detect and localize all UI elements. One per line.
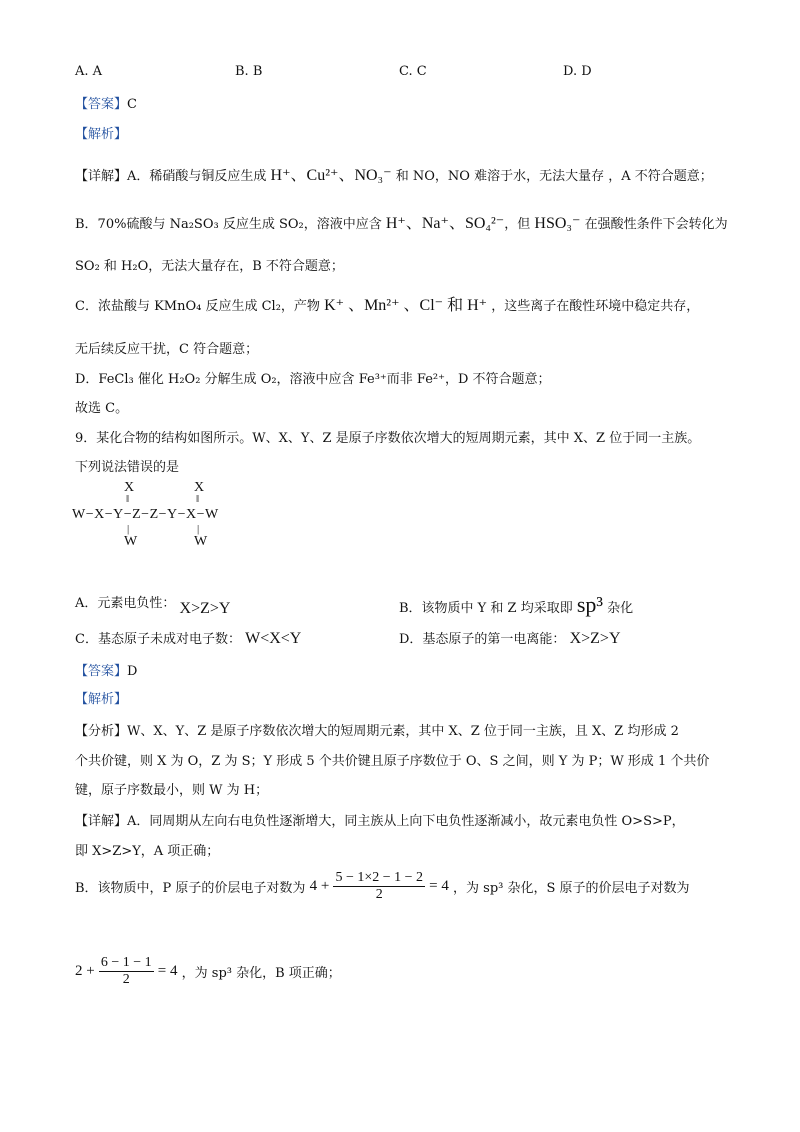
q9-fenxi-line3: 键，原子序数最小，则 W 为 H； (75, 783, 269, 798)
q8-option-b: B. B (235, 64, 263, 79)
q9-options-ab (75, 592, 735, 617)
structure-top-x-left: X (124, 480, 135, 495)
q8-detail-a (75, 162, 713, 185)
frac1-denominator: 2 (375, 887, 383, 902)
frac2-result: = 4 (157, 963, 178, 979)
q8-option-d: D. D (563, 64, 592, 79)
frac1-result: = 4 (429, 878, 449, 894)
frac1 (333, 870, 425, 903)
detail-a-pre: 【详解】A．稀硝酸与铜反应生成 (75, 169, 267, 184)
q9-option-a-value: X>Z>Y (179, 600, 231, 617)
structure-top-x-right: X (194, 480, 205, 495)
q9-option-b-label: B．该物质中 Y 和 Z 均采取即 (399, 601, 573, 616)
double-bond-right: ‖ (196, 493, 200, 505)
detail-a-post: 和 NO，NO 难溶于水，无法大量存 ，A 不符合题意； (395, 169, 713, 184)
q9-option-d-value: X>Z>Y (569, 630, 621, 647)
answer-value: C (127, 97, 137, 112)
detail-b-mid: ，但 (504, 217, 531, 232)
q9-analysis-label: 【解析】 (75, 692, 128, 707)
detail-b-ions: H⁺、Na⁺、SO₄²⁻ (385, 215, 505, 232)
q9-option-a-label: A．元素电负性： (75, 596, 176, 611)
q9-stem-line2: 下列说法错误的是 (75, 460, 180, 475)
q8-detail-b-line2: SO₂ 和 H₂O，无法大量存在，B 不符合题意； (75, 259, 344, 274)
q9-stem-line1: 9．某化合物的结构如图所示。W、X、Y、Z 是原子序数依次增大的短周期元素，其中 X、Z 位于同一主族。 (75, 431, 701, 446)
detail-b-pre: B．70%硫酸与 Na₂SO₃ 反应生成 SO₂，溶液中应含 (75, 217, 382, 232)
q8-analysis-label: 【解析】 (75, 127, 128, 142)
q9-detail-b-pre: B．该物质中，P 原子的价层电子对数为 (75, 881, 306, 896)
q8-options (75, 64, 695, 82)
detail-c-pre: C．浓盐酸与 KMnO₄ 反应生成 Cl₂，产物 (75, 299, 320, 314)
detail-a-ions: H⁺、Cu²⁺、NO₃⁻ (270, 167, 392, 184)
q8-conclusion: 故选 C。 (75, 401, 129, 416)
q9-option-c-label: C．基态原子未成对电子数： (75, 632, 241, 647)
q9-detail-a-line2: 即 X>Z>Y，A 项正确； (75, 844, 220, 859)
q9-option-b-value: sp³ (576, 592, 604, 617)
q9-option-d-label: D．基态原子的第一电离能： (399, 632, 566, 647)
q9-detail-b-line2 (75, 955, 341, 988)
q9-detail-a-line1: 【详解】A．同周期从左向右电负性逐渐增大，同主族从上向下电负性逐渐减小，故元素电负性 O>S>P， (75, 814, 685, 829)
frac2 (99, 955, 154, 988)
q8-detail-d: D．FeCl₃ 催化 H₂O₂ 分解生成 O₂，溶液中应含 Fe³⁺而非 Fe²⁺，D 不符合题意； (75, 372, 551, 387)
q9-answer-value: D (127, 664, 138, 679)
q9-option-d (399, 628, 621, 648)
detail-b-ion2: HSO₃⁻ (534, 215, 581, 232)
detail-c-ions: K⁺ 、Mn²⁺ 、Cl⁻ 和 H⁺ (324, 297, 488, 314)
q9-detail-b-post: ，为 sp³ 杂化，B 项正确； (181, 966, 341, 981)
answer-label: 【答案】 (75, 97, 128, 112)
q8-option-a: A. A (75, 64, 103, 79)
q9-fenxi-line1: 【分析】W、X、Y、Z 是原子序数依次增大的短周期元素，其中 X、Z 位于同一主族，且 X、Z 均形成 2 (75, 724, 679, 739)
structure-chain: W−X−Y−Z−Z−Y−X−W (72, 507, 219, 522)
q9-detail-b (75, 870, 690, 903)
single-bond-right: | (197, 523, 200, 535)
single-bond-left: | (127, 523, 130, 535)
q9-option-b-post: 杂化 (607, 601, 634, 616)
q9-option-b (399, 592, 633, 618)
frac2-numerator: 6 − 1 − 1 (100, 955, 152, 970)
q9-fenxi-line2: 个共价键，则 X 为 O，Z 为 S；Y 形成 5 个共价键且原子序数位于 O、S 之间，则 Y 为 P；W 形成 1 个共价 (75, 754, 710, 769)
q8-detail-c-line2: 无后续反应干扰，C 符合题意； (75, 342, 259, 357)
structure-bottom-w-left: W (124, 534, 138, 549)
q8-detail-b (75, 210, 728, 233)
frac2-denominator: 2 (122, 972, 130, 987)
q8-detail-c (75, 292, 699, 315)
frac1-lead: 4 + (309, 878, 330, 894)
q8-answer (75, 93, 137, 112)
q9-answer (75, 660, 137, 679)
double-bond-left: ‖ (126, 493, 130, 505)
detail-c-post: ，这些离子在酸性环境中稳定共存， (491, 299, 700, 314)
q9-detail-b-mid: ，为 sp³ 杂化，S 原子的价层电子对数为 (453, 881, 690, 896)
frac2-lead: 2 + (75, 963, 95, 979)
frac1-numerator: 5 − 1×2 − 1 − 2 (335, 870, 424, 885)
detail-b-post: 在强酸性条件下会转化为 (584, 217, 728, 232)
structure-bottom-w-right: W (194, 534, 208, 549)
structure-diagram (72, 480, 272, 550)
q9-options-cd (75, 628, 735, 648)
q8-option-c: C. C (399, 64, 427, 79)
q9-answer-label: 【答案】 (75, 664, 128, 679)
q9-option-c-value: W<X<Y (245, 630, 302, 647)
